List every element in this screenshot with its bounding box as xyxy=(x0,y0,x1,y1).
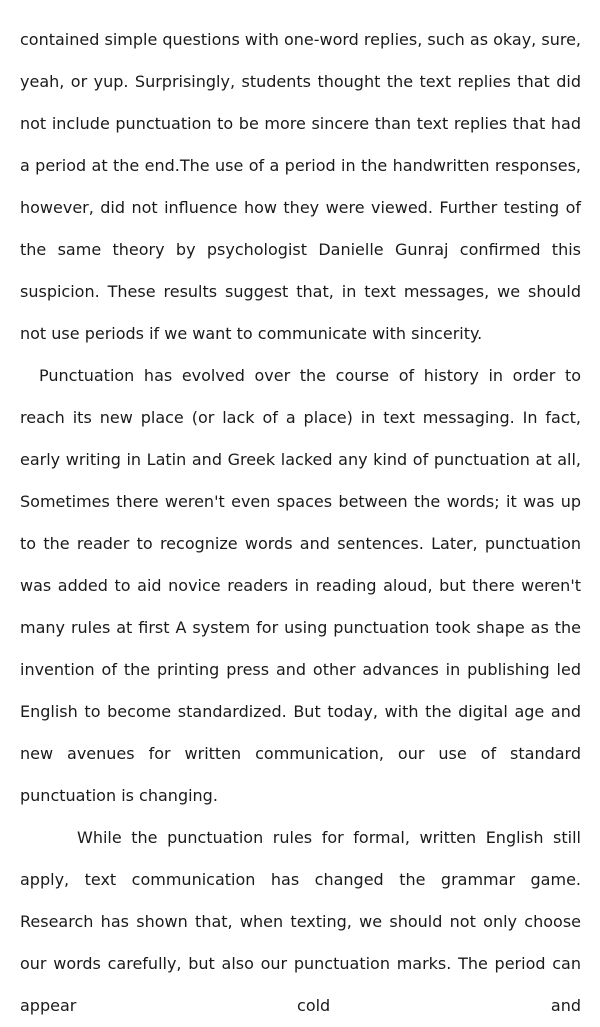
paragraph-texting-study: contained simple questions with one-word replies, such as okay, sure, yeah, or yup. Surprisingly, students thought the text replies that did not include punctuation to be more sincere than text replies that had a period at the end.The use of a period in the handwritten responses, however, did not influence how they were viewed. Further testing of the same theory by psychologist Danielle Gunraj confirmed this suspicion. These results suggest that, in text messages, we should not use periods if we want to communicate with sincerity. xyxy=(20,30,581,343)
paragraph-grammar-game: While the punctuation rules for formal, written English still apply, text communication has changed the grammar game. Research has shown that, when texting, we should not only choose our words carefully, but also our punctuation marks. The period can appear cold and xyxy=(20,828,581,1015)
document-page xyxy=(20,19,581,1027)
paragraph-punctuation-history: Punctuation has evolved over the course of history in order to reach its new place (or lack of a place) in text messaging. In fact, early writing in Latin and Greek lacked any kind of punctuation at all, Sometimes there weren't even spaces between the words; it was up to the reader to recognize words and sentences. Later, punctuation was added to aid novice readers in reading aloud, but there weren't many rules at first A system for using punctuation took shape as the invention of the printing press and other advances in publishing led English to become standardized. But today, with the digital age and new avenues for written communication, our use of standard punctuation is changing. xyxy=(20,366,581,805)
